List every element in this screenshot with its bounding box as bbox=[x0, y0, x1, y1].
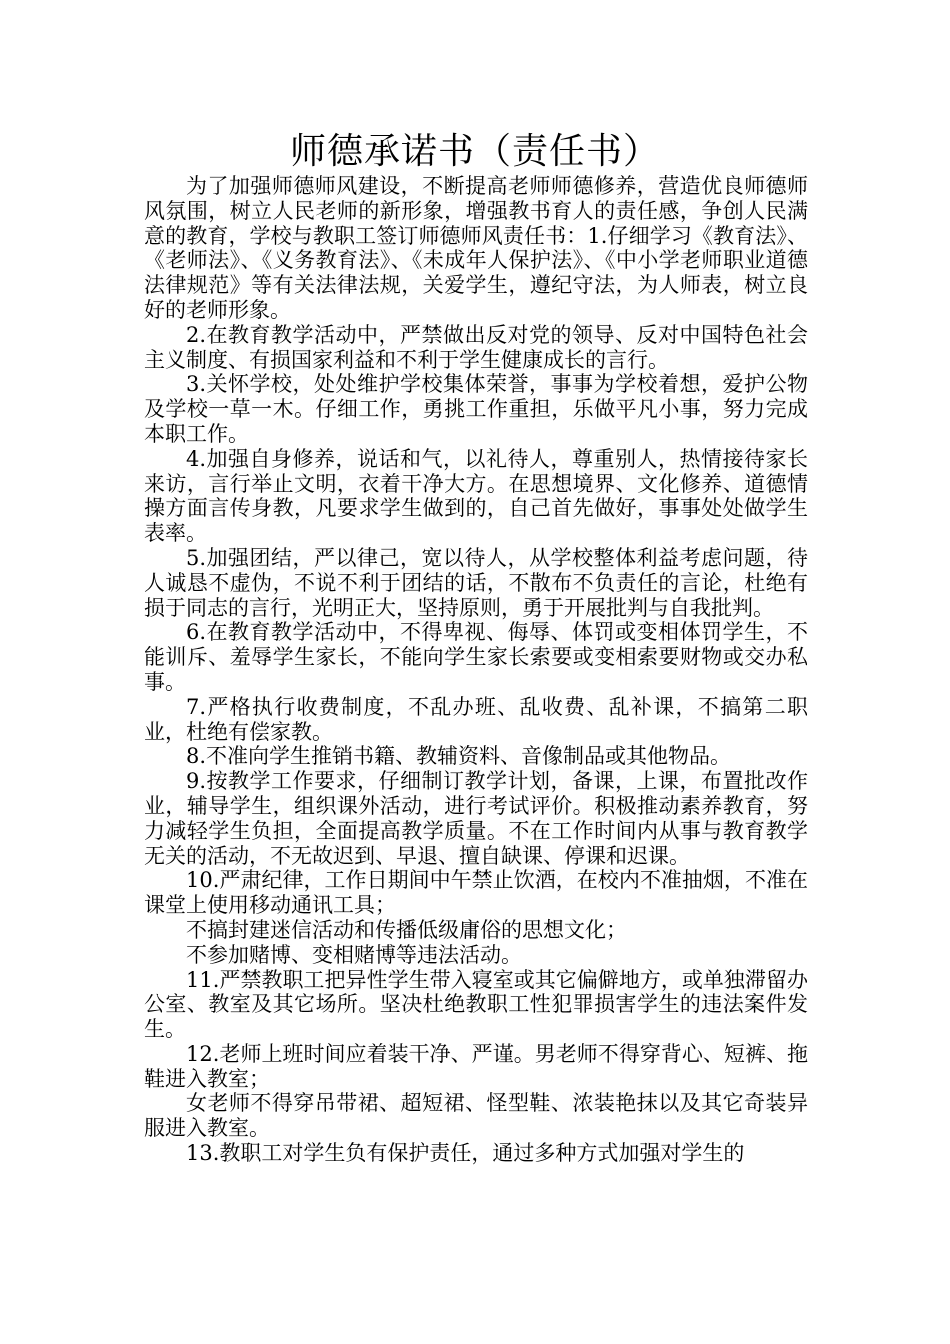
paragraph-item-2: 2.在教育教学活动中，严禁做出反对党的领导、反对中国特色社会主义制度、有损国家利益和不利于学生健康成长的言行。 bbox=[144, 322, 808, 372]
paragraph-item-11: 11.严禁教职工把异性学生带入寝室或其它偏僻地方，或单独滞留办公室、教室及其它场所。坚决杜绝教职工性犯罪损害学生的违法案件发生。 bbox=[144, 967, 808, 1042]
paragraph-intro: 为了加强师德师风建设，不断提高老师师德修养，营造优良师德师风氛围，树立人民老师的新形象，增强教书育人的责任感，争创人民满意的教育，学校与教职工签订师德师风责任书：1.仔细学习《教育法》、《老师法》、《义务教育法》、《未成年人保护法》、《中小学老师职业道德法律规范》等有关法律法规，关爱学生，遵纪守法，为人师表，树立良好的老师形象。 bbox=[144, 174, 808, 322]
paragraph-item-6: 6.在教育教学活动中，不得卑视、侮辱、体罚或变相体罚学生，不能训斥、羞辱学生家长，不能向学生家长索要或变相索要财物或交办私事。 bbox=[144, 620, 808, 694]
paragraph-item-10-cont-1: 不搞封建迷信活动和传播低级庸俗的思想文化； bbox=[186, 917, 627, 942]
document-title: 师德承诺书（责任书） bbox=[289, 131, 660, 172]
paragraph-item-4: 4.加强自身修养，说话和气，以礼待人，尊重别人，热情接待家长来访，言行举止文明，衣着干净大方。在思想境界、文化修养、道德情操方面言传身教，凡要求学生做到的，自己首先做好，事事处处做学生表率。 bbox=[144, 446, 808, 546]
paragraph-item-10-cont-2: 不参加赌博、变相赌博等违法活动。 bbox=[186, 942, 522, 967]
paragraph-item-10: 10.严肃纪律，工作日期间中午禁止饮酒，在校内不准抽烟，不准在课堂上使用移动通讯工具； bbox=[144, 868, 808, 918]
document-body bbox=[144, 174, 808, 1166]
paragraph-item-8: 8.不准向学生推销书籍、教辅资料、音像制品或其他物品。 bbox=[186, 744, 732, 769]
paragraph-item-12: 12.老师上班时间应着装干净、严谨。男老师不得穿背心、短裤、拖鞋进入教室； bbox=[144, 1041, 808, 1091]
paragraph-item-7: 7.严格执行收费制度，不乱办班、乱收费、乱补课，不搞第二职业，杜绝有偿家教。 bbox=[144, 694, 808, 744]
paragraph-item-9: 9.按教学工作要求，仔细制订教学计划，备课，上课，布置批改作业，辅导学生，组织课外活动，进行考试评价。积极推动素养教育，努力减轻学生负担，全面提高教学质量。不在工作时间内从事与教育教学无关的活动，不无故迟到、早退、擅自缺课、停课和迟课。 bbox=[144, 769, 808, 868]
paragraph-item-13: 13.教职工对学生负有保护责任，通过多种方式加强对学生的 bbox=[186, 1141, 745, 1166]
paragraph-item-12-cont: 女老师不得穿吊带裙、超短裙、怪型鞋、浓装艳抹以及其它奇装异服进入教室。 bbox=[144, 1091, 808, 1141]
paragraph-item-3: 3.关怀学校，处处维护学校集体荣誉，事事为学校着想，爱护公物及学校一草一木。仔细工作，勇挑工作重担，乐做平凡小事，努力完成本职工作。 bbox=[144, 372, 808, 446]
paragraph-item-5: 5.加强团结，严以律己，宽以待人，从学校整体利益考虑问题，待人诚恳不虚伪，不说不利于团结的话，不散布不负责任的言论，杜绝有损于同志的言行，光明正大，坚持原则，勇于开展批判与自我批判。 bbox=[144, 545, 808, 620]
